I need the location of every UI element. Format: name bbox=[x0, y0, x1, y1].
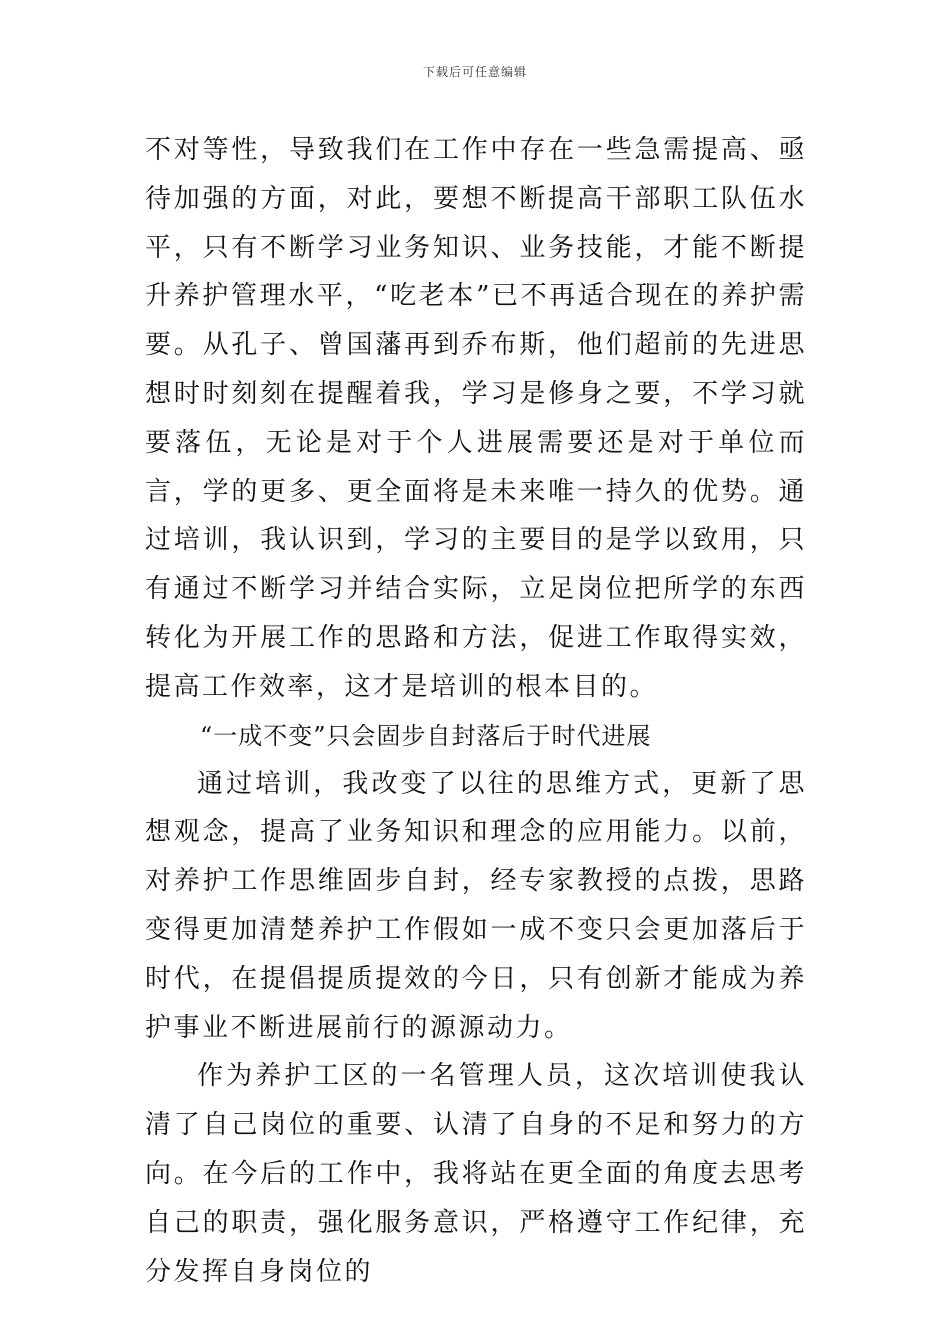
paragraph-1: 不对等性，导致我们在工作中存在一些急需提高、亟待加强的方面，对此，要想不断提高干部职工队伍水平，只有不断学习业务知识、业务技能，才能不断提升养护管理水平，“吃老本”已不再适合现在的养护需要。从孔子、曾国藩再到乔布斯，他们超前的先进思想时时刻刻在提醒着我，学习是修身之要，不学习就要落伍，无论是对于个人进展需要还是对于单位而言，学的更多、更全面将是未来唯一持久的优势。通过培训，我认识到，学习的主要目的是学以致用，只有通过不断学习并结合实际，立足岗位把所学的东西转化为开展工作的思路和方法，促进工作取得实效，提高工作效率，这才是培训的根本目的。 bbox=[145, 135, 807, 702]
page-header: 下载后可任意编辑 bbox=[422, 65, 527, 79]
paragraph-3: 作为养护工区的一名管理人员，这次培训使我认清了自己岗位的重要、认清了自身的不足和努力的方向。在今后的工作中，我将站在更全面的角度去思考自己的职责，强化服务意识，严格遵守工作纪律，充分发挥自身岗位的 bbox=[145, 1061, 807, 1287]
document-body bbox=[145, 126, 807, 1296]
section-heading: “一成不变”只会固步自封落后于时代进展 bbox=[200, 721, 652, 750]
paragraph-2: 通过培训，我改变了以往的思维方式，更新了思想观念，提高了业务知识和理念的应用能力。以前，对养护工作思维固步自封，经专家教授的点拨，思路变得更加清楚养护工作假如一成不变只会更加落后于时代，在提倡提质提效的今日，只有创新才能成为养护事业不断进展前行的源源动力。 bbox=[145, 768, 807, 1043]
